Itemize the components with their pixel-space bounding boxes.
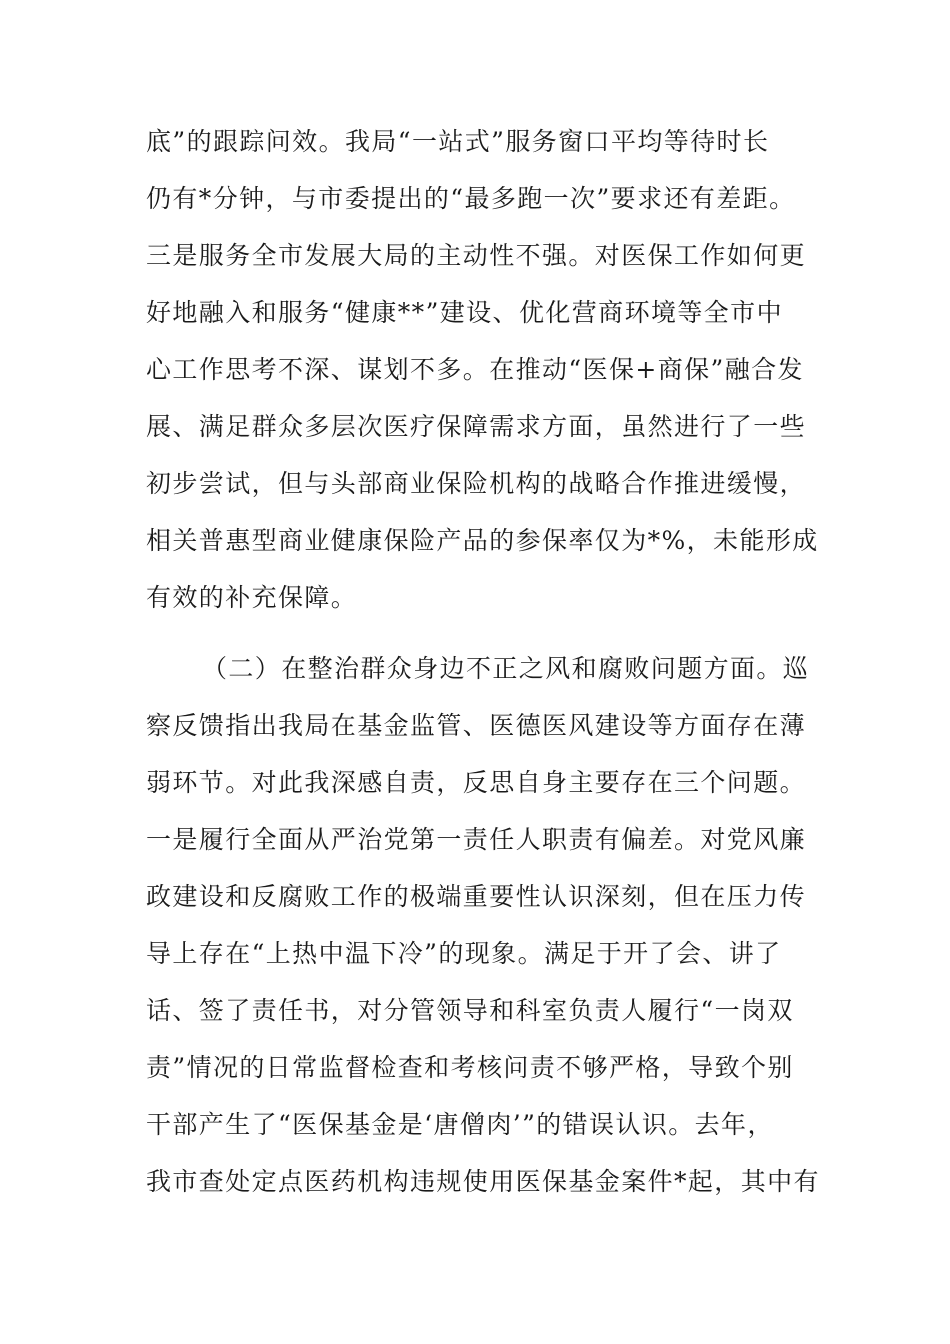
text-line: 初步尝试，但与头部商业保险机构的战略合作推进缓慢，	[146, 469, 807, 498]
text-line: 仍有*分钟，与市委提出的“最多跑一次”要求还有差距。	[146, 184, 796, 213]
text-line: 话、签了责任书，对分管领导和科室负责人履行“一岗双	[146, 996, 794, 1025]
text-line: 政建设和反腐败工作的极端重要性认识深刻，但在压力传	[146, 882, 807, 911]
text-line: 心工作思考不深、谋划不多。在推动“医保+商保”融合发	[146, 355, 804, 384]
text-line: 有效的补充保障。	[146, 583, 358, 612]
text-line: 三是服务全市发展大局的主动性不强。对医保工作如何更	[146, 241, 807, 270]
text-line: 干部产生了“医保基金是‘唐僧肉’”的错误认识。去年，	[146, 1110, 774, 1139]
text-line: 导上存在“上热中温下冷”的现象。满足于开了会、讲了	[146, 939, 782, 968]
text-line: 底”的跟踪问效。我局“一站式”服务窗口平均等待时长	[146, 127, 770, 156]
text-line: 相关普惠型商业健康保险产品的参保率仅为*%，未能形成	[146, 526, 819, 555]
text-line: 一是履行全面从严治党第一责任人职责有偏差。对党风廉	[146, 825, 807, 854]
text-line: 责”情况的日常监督检查和考核问责不够严格，导致个别	[146, 1053, 794, 1082]
section-heading-line: （二）在整治群众身边不正之风和腐败问题方面。巡	[202, 654, 810, 683]
text-line: 察反馈指出我局在基金监管、医德医风建设等方面存在薄	[146, 711, 807, 740]
text-line: 我市查处定点医药机构违规使用医保基金案件*起，其中有	[146, 1167, 820, 1196]
text-line: 弱环节。对此我深感自责，反思自身主要存在三个问题。	[146, 768, 807, 797]
text-line: 展、满足群众多层次医疗保障需求方面，虽然进行了一些	[146, 412, 807, 441]
text-line: 好地融入和服务“健康**”建设、优化营商环境等全市中	[146, 298, 783, 327]
